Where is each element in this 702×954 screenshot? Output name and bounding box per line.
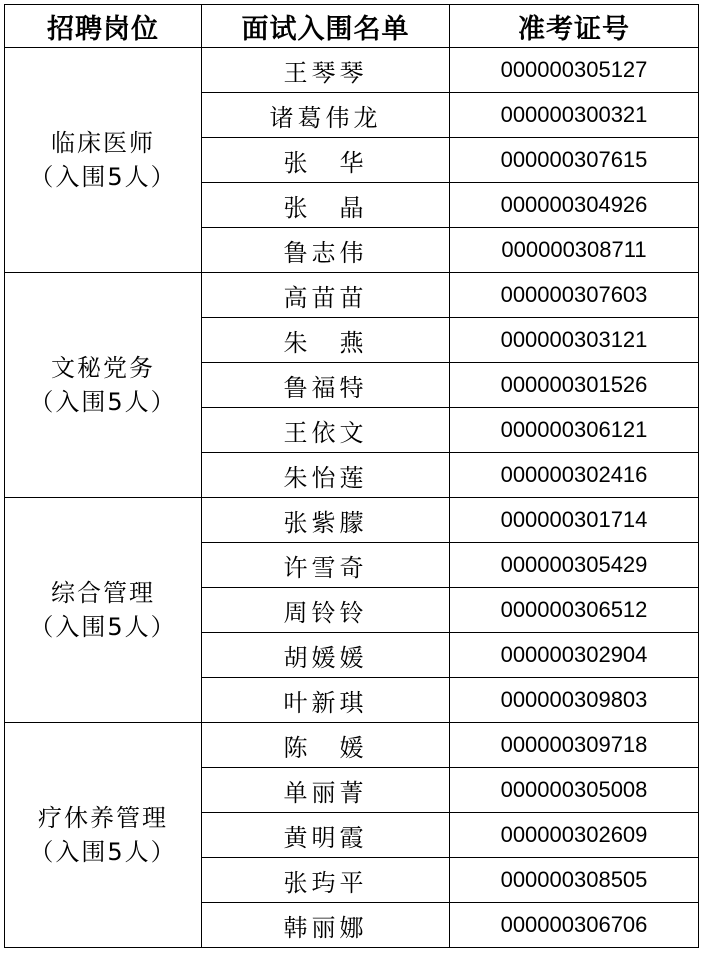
interview-shortlist-table: [4, 4, 699, 948]
position-quota: （入围5人）: [29, 388, 177, 416]
header-ticket: 准考证号: [450, 5, 699, 48]
position-name: 综合管理: [51, 579, 155, 607]
position-name: 疗休养管理: [38, 804, 168, 832]
ticket-number: 000000302416: [450, 453, 699, 498]
candidate-name: 朱 燕: [202, 318, 450, 363]
candidate-name: 张 华: [202, 138, 450, 183]
position-name: 文秘党务: [51, 354, 155, 382]
position-quota: （入围5人）: [29, 163, 177, 191]
position-cell: [5, 273, 202, 498]
table-row: [5, 498, 699, 543]
ticket-number: 000000301526: [450, 363, 699, 408]
position-cell: [5, 723, 202, 948]
ticket-number: 000000308711: [450, 228, 699, 273]
candidate-name: 周铃铃: [202, 588, 450, 633]
candidate-name: 陈 媛: [202, 723, 450, 768]
candidate-name: 黄明霞: [202, 813, 450, 858]
ticket-number: 000000300321: [450, 93, 699, 138]
ticket-number: 000000305008: [450, 768, 699, 813]
ticket-number: 000000304926: [450, 183, 699, 228]
candidate-name: 单丽菁: [202, 768, 450, 813]
ticket-number: 000000302609: [450, 813, 699, 858]
candidate-name: 朱怡莲: [202, 453, 450, 498]
candidate-name: 高苗苗: [202, 273, 450, 318]
candidate-name: 许雪奇: [202, 543, 450, 588]
ticket-number: 000000306121: [450, 408, 699, 453]
candidate-name: 张紫朦: [202, 498, 450, 543]
header-position: 招聘岗位: [5, 5, 202, 48]
position-quota: （入围5人）: [29, 613, 177, 641]
candidate-name: 叶新琪: [202, 678, 450, 723]
candidate-name: 鲁福特: [202, 363, 450, 408]
candidate-name: 胡媛媛: [202, 633, 450, 678]
position-cell: [5, 498, 202, 723]
position-quota: （入围5人）: [29, 838, 177, 866]
ticket-number: 000000307615: [450, 138, 699, 183]
ticket-number: 000000301714: [450, 498, 699, 543]
ticket-number: 000000307603: [450, 273, 699, 318]
ticket-number: 000000305429: [450, 543, 699, 588]
ticket-number: 000000306706: [450, 903, 699, 948]
ticket-number: 000000303121: [450, 318, 699, 363]
position-name: 临床医师: [51, 129, 155, 157]
table-row: [5, 723, 699, 768]
table-body: [5, 48, 699, 948]
ticket-number: 000000309803: [450, 678, 699, 723]
header-shortlist: 面试入围名单: [202, 5, 450, 48]
ticket-number: 000000302904: [450, 633, 699, 678]
candidate-name: 诸葛伟龙: [202, 93, 450, 138]
candidate-name: 鲁志伟: [202, 228, 450, 273]
candidate-name: 韩丽娜: [202, 903, 450, 948]
candidate-name: 张玙平: [202, 858, 450, 903]
ticket-number: 000000305127: [450, 48, 699, 93]
ticket-number: 000000309718: [450, 723, 699, 768]
candidate-name: 王依文: [202, 408, 450, 453]
candidate-name: 王琴琴: [202, 48, 450, 93]
ticket-number: 000000306512: [450, 588, 699, 633]
table-row: [5, 273, 699, 318]
ticket-number: 000000308505: [450, 858, 699, 903]
candidate-name: 张 晶: [202, 183, 450, 228]
position-cell: [5, 48, 202, 273]
header-row: [5, 5, 699, 48]
table-row: [5, 48, 699, 93]
